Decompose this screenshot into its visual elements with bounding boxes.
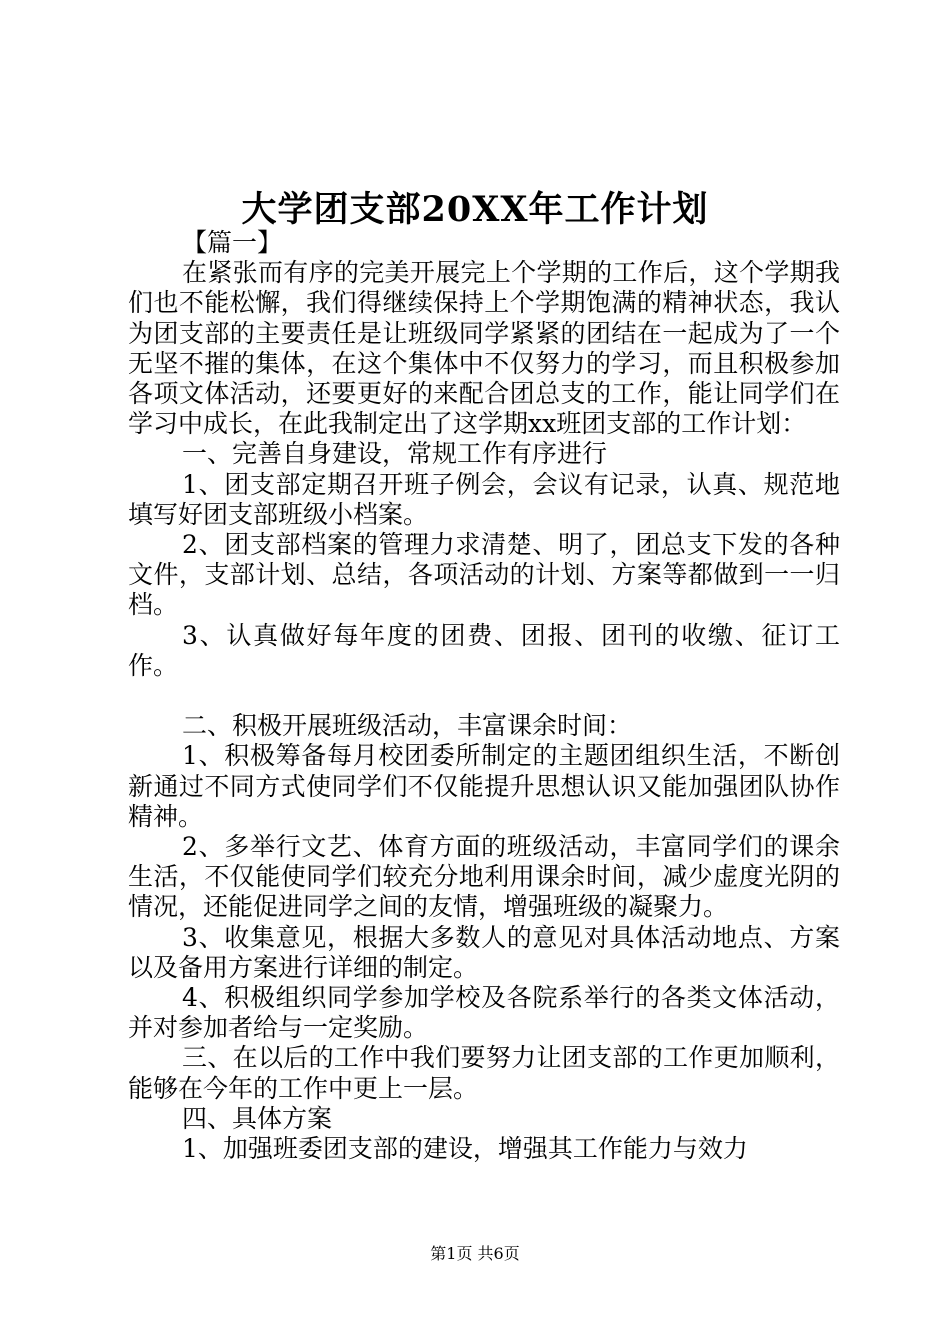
page-indicator: 第1页 共6页 <box>430 1244 520 1263</box>
section-2-item-1: 1、积极筹备每月校团委所制定的主题团组织生活，不断创新通过不同方式使同学们不仅能提升思想认识又能加强团队协作精神。 <box>128 741 840 831</box>
section-heading-4: 四、具体方案 <box>182 1103 333 1133</box>
document-body <box>128 228 840 1164</box>
section-label: 【篇一】 <box>182 228 283 257</box>
intro-paragraph: 在紧张而有序的完美开展完上个学期的工作后，这个学期我们也不能松懈，我们得继续保持上个学期饱满的精神状态，我认为团支部的主要责任是让班级同学紧紧的团结在一起成为了一个无坚不摧的集体，在这个集体中不仅努力的学习，而且积极参加各项文体活动，还要更好的来配合团总支的工作，能让同学们在学习中成长，在此我制定出了这学期xx班团支部的工作计划： <box>128 258 840 439</box>
section-2-item-2: 2、多举行文艺、体育方面的班级活动，丰富同学们的课余生活，不仅能使同学们较充分地利用课余时间，减少虚度光阴的情况，还能促进同学之间的友情，增强班级的凝聚力。 <box>128 832 840 922</box>
section-heading-2: 二、积极开展班级活动，丰富课余时间： <box>182 711 633 741</box>
section-heading-3: 三、在以后的工作中我们要努力让团支部的工作更加顺利，能够在今年的工作中更上一层。 <box>128 1043 840 1103</box>
document-title: 大学团支部20XX年工作计划 <box>241 189 709 230</box>
section-heading-1: 一、完善自身建设，常规工作有序进行 <box>182 439 608 469</box>
section-1-item-3: 3、认真做好每年度的团费、团报、团刊的收缴、征订工作。 <box>128 620 840 680</box>
section-2-item-3: 3、收集意见，根据大多数人的意见对具体活动地点、方案以及备用方案进行详细的制定。 <box>128 922 840 982</box>
section-2-item-4: 4、积极组织同学参加学校及各院系举行的各类文体活动，并对参加者给与一定奖励。 <box>128 983 840 1043</box>
section-1-item-1: 1、团支部定期召开班子例会，会议有记录，认真、规范地填写好团支部班级小档案。 <box>128 469 840 529</box>
blank-line <box>128 681 840 711</box>
section-1-item-2: 2、团支部档案的管理力求清楚、明了，团总支下发的各种文件，支部计划、总结，各项活动的计划、方案等都做到一一归档。 <box>128 530 840 620</box>
section-4-item-1: 1、加强班委团支部的建设，增强其工作能力与效力 <box>182 1134 748 1164</box>
